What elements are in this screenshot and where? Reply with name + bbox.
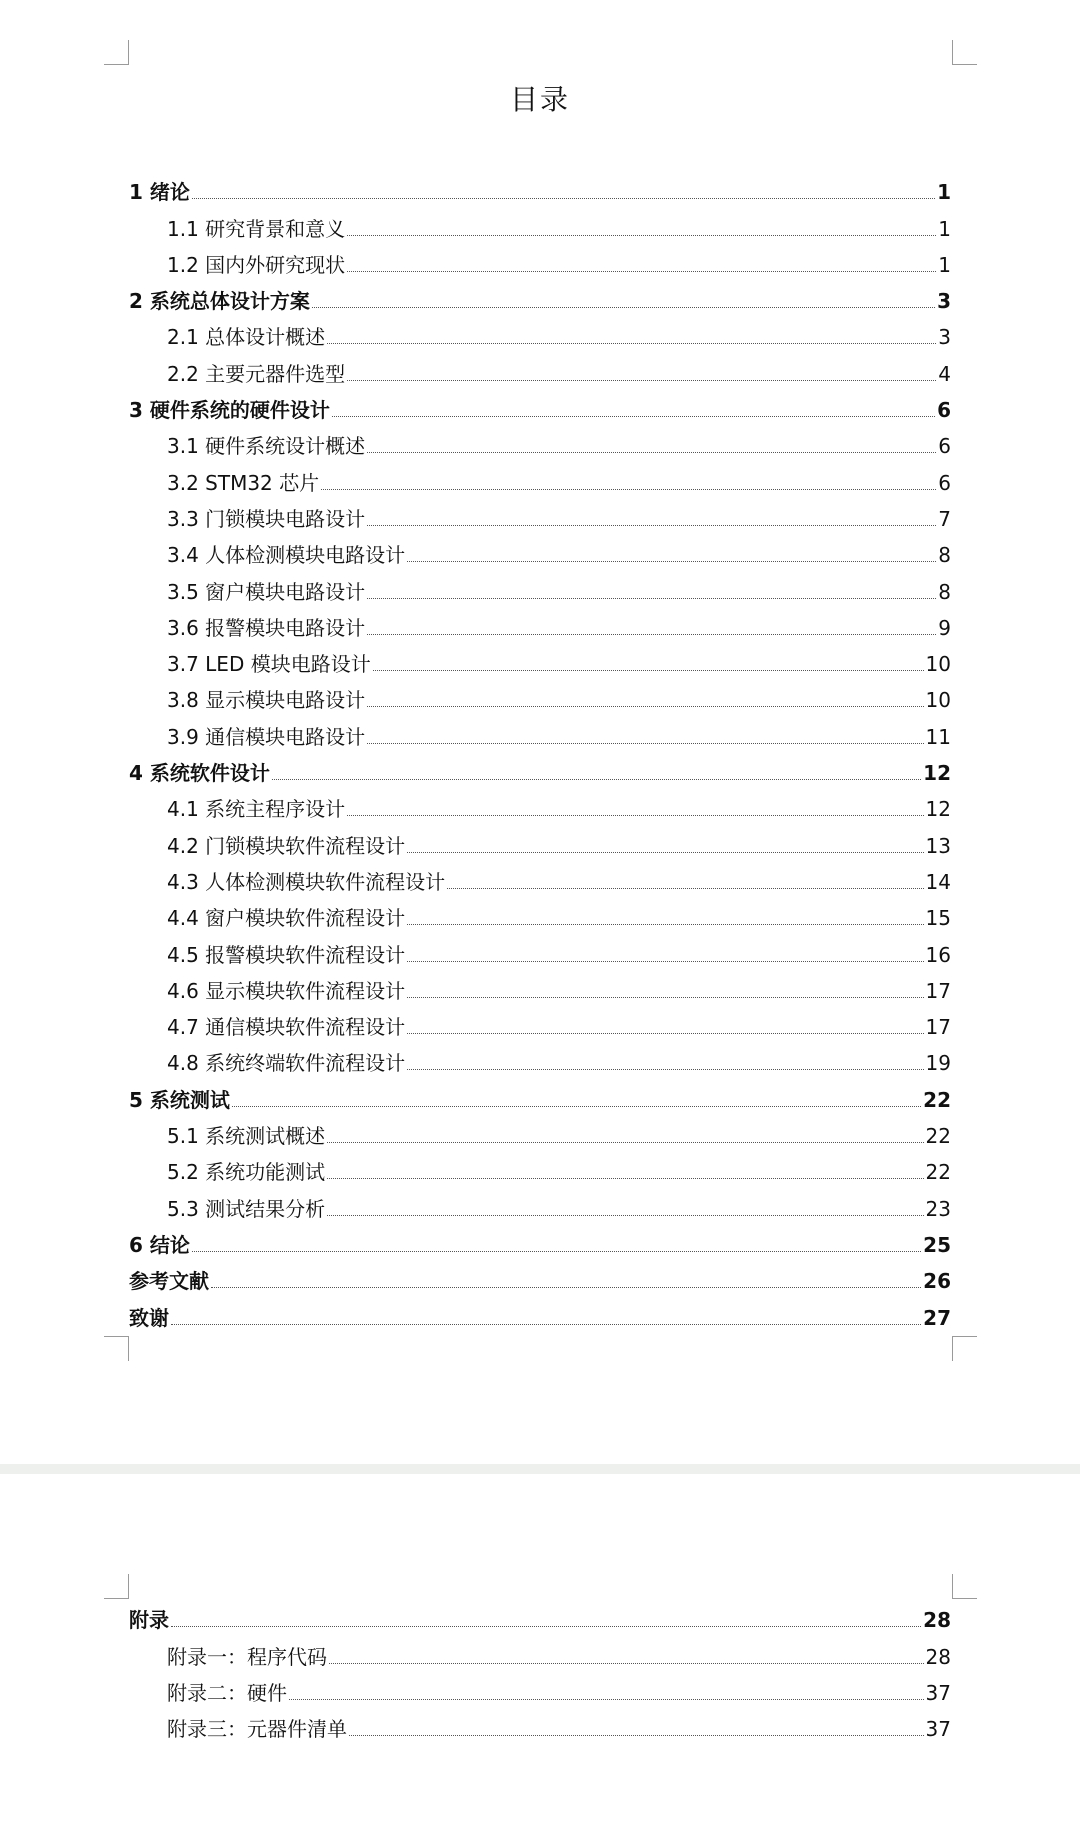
toc-dot-leader bbox=[347, 271, 936, 272]
toc-entry-label: 3.3 门锁模块电路设计 bbox=[167, 506, 366, 531]
toc-dot-leader bbox=[192, 1251, 921, 1252]
toc-dot-leader bbox=[327, 1215, 923, 1216]
toc-dot-leader bbox=[373, 670, 924, 671]
toc-entry-label: 3 硬件系统的硬件设计 bbox=[129, 398, 330, 423]
toc-entry-page-number: 26 bbox=[923, 1269, 951, 1294]
toc-entry-page-number: 13 bbox=[925, 833, 951, 858]
toc-dot-leader bbox=[332, 416, 935, 417]
toc-dot-leader bbox=[367, 525, 936, 526]
toc-dot-leader bbox=[211, 1287, 921, 1288]
toc-entry[interactable] bbox=[129, 1148, 951, 1184]
toc-entry[interactable] bbox=[129, 1705, 951, 1741]
toc-entry-page-number: 11 bbox=[925, 724, 951, 749]
toc-entry-page-number: 28 bbox=[923, 1608, 951, 1633]
toc-entry-label: 4.3 人体检测模块软件流程设计 bbox=[167, 869, 446, 894]
toc-dot-leader bbox=[272, 779, 921, 780]
toc-dot-leader bbox=[407, 924, 923, 925]
toc-entry-page-number: 14 bbox=[925, 869, 951, 894]
toc-entry[interactable] bbox=[129, 349, 951, 385]
toc-dot-leader bbox=[171, 1324, 921, 1325]
toc-entry-label: 2 系统总体设计方案 bbox=[129, 289, 310, 314]
toc-dot-leader bbox=[327, 343, 936, 344]
toc-entry-label: 3.9 通信模块电路设计 bbox=[167, 724, 366, 749]
toc-entry-page-number: 10 bbox=[925, 652, 951, 677]
toc-dot-leader bbox=[367, 706, 923, 707]
toc-entry-label: 5.1 系统测试概述 bbox=[167, 1124, 326, 1149]
toc-entry[interactable] bbox=[129, 1221, 951, 1257]
toc-entry[interactable] bbox=[129, 1669, 951, 1705]
toc-entry[interactable] bbox=[129, 1039, 951, 1075]
toc-entry[interactable] bbox=[129, 640, 951, 676]
toc-entry[interactable] bbox=[129, 676, 951, 712]
toc-entry[interactable] bbox=[129, 567, 951, 603]
toc-dot-leader bbox=[349, 1735, 924, 1736]
toc-entry-page-number: 37 bbox=[925, 1680, 951, 1705]
toc-entry-page-number: 4 bbox=[938, 361, 951, 386]
toc-entry-page-number: 12 bbox=[925, 797, 951, 822]
toc-entry[interactable] bbox=[129, 204, 951, 240]
toc-entry[interactable] bbox=[129, 1293, 951, 1329]
toc-entry-label: 4.5 报警模块软件流程设计 bbox=[167, 942, 406, 967]
toc-dot-leader bbox=[407, 1033, 923, 1034]
toc-entry-page-number: 8 bbox=[938, 579, 951, 604]
toc-entry[interactable] bbox=[129, 712, 951, 748]
page-corner-mark bbox=[104, 40, 129, 65]
toc-entry-label: 1 绪论 bbox=[129, 180, 190, 205]
toc-entry[interactable] bbox=[129, 1112, 951, 1148]
toc-entry-label: 附录 bbox=[129, 1608, 169, 1633]
toc-entry-label: 5 系统测试 bbox=[129, 1087, 230, 1112]
toc-title: 目录 bbox=[509, 83, 570, 116]
toc-dot-leader bbox=[321, 489, 936, 490]
toc-dot-leader bbox=[367, 743, 923, 744]
toc-entry-label: 5.3 测试结果分析 bbox=[167, 1196, 326, 1221]
toc-entry-page-number: 22 bbox=[925, 1124, 951, 1149]
toc-entry-page-number: 15 bbox=[925, 906, 951, 931]
toc-entry[interactable] bbox=[129, 858, 951, 894]
toc-entry-label: 致谢 bbox=[129, 1305, 169, 1330]
toc-entry[interactable] bbox=[129, 1632, 951, 1668]
toc-entry-page-number: 12 bbox=[923, 761, 951, 786]
toc-entry-page-number: 1 bbox=[937, 180, 951, 205]
toc-dot-leader bbox=[232, 1106, 921, 1107]
toc-entry[interactable] bbox=[129, 1003, 951, 1039]
toc-entry-page-number: 6 bbox=[938, 470, 951, 495]
toc-dot-leader bbox=[447, 888, 923, 889]
toc-entry[interactable] bbox=[129, 604, 951, 640]
toc-dot-leader bbox=[407, 561, 936, 562]
toc-entry[interactable] bbox=[129, 1257, 951, 1293]
toc-entry-page-number: 27 bbox=[923, 1305, 951, 1330]
toc-entry-label: 3.5 窗户模块电路设计 bbox=[167, 579, 366, 604]
toc-entry-label: 4.2 门锁模块软件流程设计 bbox=[167, 833, 406, 858]
toc-list-appendix bbox=[129, 1596, 951, 1741]
toc-entry-label: 6 结论 bbox=[129, 1232, 190, 1257]
toc-entry[interactable] bbox=[129, 749, 951, 785]
toc-entry-label: 5.2 系统功能测试 bbox=[167, 1160, 326, 1185]
toc-entry-page-number: 3 bbox=[938, 325, 951, 350]
toc-entry-page-number: 1 bbox=[938, 216, 951, 241]
toc-entry-label: 附录二：硬件 bbox=[167, 1680, 287, 1705]
toc-entry-label: 附录一：程序代码 bbox=[167, 1644, 327, 1669]
toc-entry-label: 4 系统软件设计 bbox=[129, 761, 270, 786]
toc-entry-label: 3.4 人体检测模块电路设计 bbox=[167, 543, 406, 568]
toc-entry-label: 3.6 报警模块电路设计 bbox=[167, 615, 366, 640]
toc-entry-label: 参考文献 bbox=[129, 1269, 209, 1294]
toc-dot-leader bbox=[312, 307, 935, 308]
toc-dot-leader bbox=[407, 997, 923, 998]
toc-entry[interactable] bbox=[129, 531, 951, 567]
toc-entry-label: 1.1 研究背景和意义 bbox=[167, 216, 346, 241]
toc-entry-label: 4.1 系统主程序设计 bbox=[167, 797, 346, 822]
toc-entry-label: 4.8 系统终端软件流程设计 bbox=[167, 1051, 406, 1076]
toc-dot-leader bbox=[347, 235, 936, 236]
toc-entry[interactable] bbox=[129, 1596, 951, 1632]
toc-dot-leader bbox=[367, 452, 936, 453]
toc-entry-label: 附录三：元器件清单 bbox=[167, 1717, 347, 1742]
toc-dot-leader bbox=[289, 1699, 924, 1700]
toc-entry[interactable] bbox=[129, 1184, 951, 1220]
page-corner-mark bbox=[952, 1336, 977, 1361]
toc-dot-leader bbox=[407, 961, 923, 962]
toc-entry-label: 1.2 国内外研究现状 bbox=[167, 252, 346, 277]
toc-entry-label: 4.7 通信模块软件流程设计 bbox=[167, 1015, 406, 1040]
toc-entry[interactable] bbox=[129, 930, 951, 966]
toc-entry[interactable] bbox=[129, 241, 951, 277]
toc-entry-page-number: 16 bbox=[925, 942, 951, 967]
page-separator bbox=[0, 1464, 1080, 1474]
toc-dot-leader bbox=[407, 852, 923, 853]
toc-dot-leader bbox=[347, 380, 936, 381]
toc-entry[interactable] bbox=[129, 1075, 951, 1111]
toc-entry-page-number: 17 bbox=[925, 1015, 951, 1040]
page-corner-mark bbox=[952, 1574, 977, 1599]
toc-entry-label: 3.8 显示模块电路设计 bbox=[167, 688, 366, 713]
toc-entry-label: 2.1 总体设计概述 bbox=[167, 325, 326, 350]
toc-entry-page-number: 25 bbox=[923, 1232, 951, 1257]
toc-entry-page-number: 1 bbox=[938, 252, 951, 277]
toc-entry-page-number: 22 bbox=[923, 1087, 951, 1112]
toc-entry[interactable] bbox=[129, 277, 951, 313]
toc-entry-label: 4.4 窗户模块软件流程设计 bbox=[167, 906, 406, 931]
toc-entry-label: 4.6 显示模块软件流程设计 bbox=[167, 978, 406, 1003]
toc-entry-page-number: 37 bbox=[925, 1717, 951, 1742]
toc-dot-leader bbox=[327, 1178, 923, 1179]
toc-entry[interactable] bbox=[129, 458, 951, 494]
toc-entry-page-number: 6 bbox=[938, 434, 951, 459]
toc-dot-leader bbox=[367, 634, 936, 635]
toc-entry-page-number: 17 bbox=[925, 978, 951, 1003]
toc-entry-page-number: 28 bbox=[925, 1644, 951, 1669]
page-corner-mark bbox=[952, 40, 977, 65]
toc-dot-leader bbox=[329, 1663, 924, 1664]
toc-list bbox=[129, 168, 951, 1330]
toc-entry-page-number: 22 bbox=[925, 1160, 951, 1185]
toc-dot-leader bbox=[171, 1626, 921, 1627]
toc-entry[interactable] bbox=[129, 422, 951, 458]
document-page-2 bbox=[0, 1474, 1080, 1826]
toc-entry[interactable] bbox=[129, 313, 951, 349]
toc-entry[interactable] bbox=[129, 894, 951, 930]
toc-entry[interactable] bbox=[129, 785, 951, 821]
page-corner-mark bbox=[104, 1336, 129, 1361]
toc-dot-leader bbox=[347, 815, 923, 816]
toc-entry[interactable] bbox=[129, 495, 951, 531]
toc-dot-leader bbox=[192, 198, 935, 199]
toc-entry[interactable] bbox=[129, 168, 951, 204]
toc-entry-page-number: 10 bbox=[925, 688, 951, 713]
toc-entry-label: 2.2 主要元器件选型 bbox=[167, 361, 346, 386]
toc-entry-page-number: 9 bbox=[938, 615, 951, 640]
page-corner-mark bbox=[104, 1574, 129, 1599]
toc-dot-leader bbox=[327, 1142, 923, 1143]
toc-entry[interactable] bbox=[129, 821, 951, 857]
toc-entry-label: 3.7 LED 模块电路设计 bbox=[167, 652, 371, 677]
toc-dot-leader bbox=[367, 598, 936, 599]
toc-entry-page-number: 3 bbox=[937, 289, 951, 314]
toc-entry-page-number: 19 bbox=[925, 1051, 951, 1076]
toc-entry-page-number: 7 bbox=[938, 506, 951, 531]
toc-entry-label: 3.1 硬件系统设计概述 bbox=[167, 434, 366, 459]
toc-entry[interactable] bbox=[129, 386, 951, 422]
toc-entry-page-number: 23 bbox=[925, 1196, 951, 1221]
toc-dot-leader bbox=[407, 1069, 923, 1070]
toc-entry-page-number: 8 bbox=[938, 543, 951, 568]
toc-entry[interactable] bbox=[129, 967, 951, 1003]
toc-entry-label: 3.2 STM32 芯片 bbox=[167, 470, 320, 495]
toc-entry-page-number: 6 bbox=[937, 398, 951, 423]
